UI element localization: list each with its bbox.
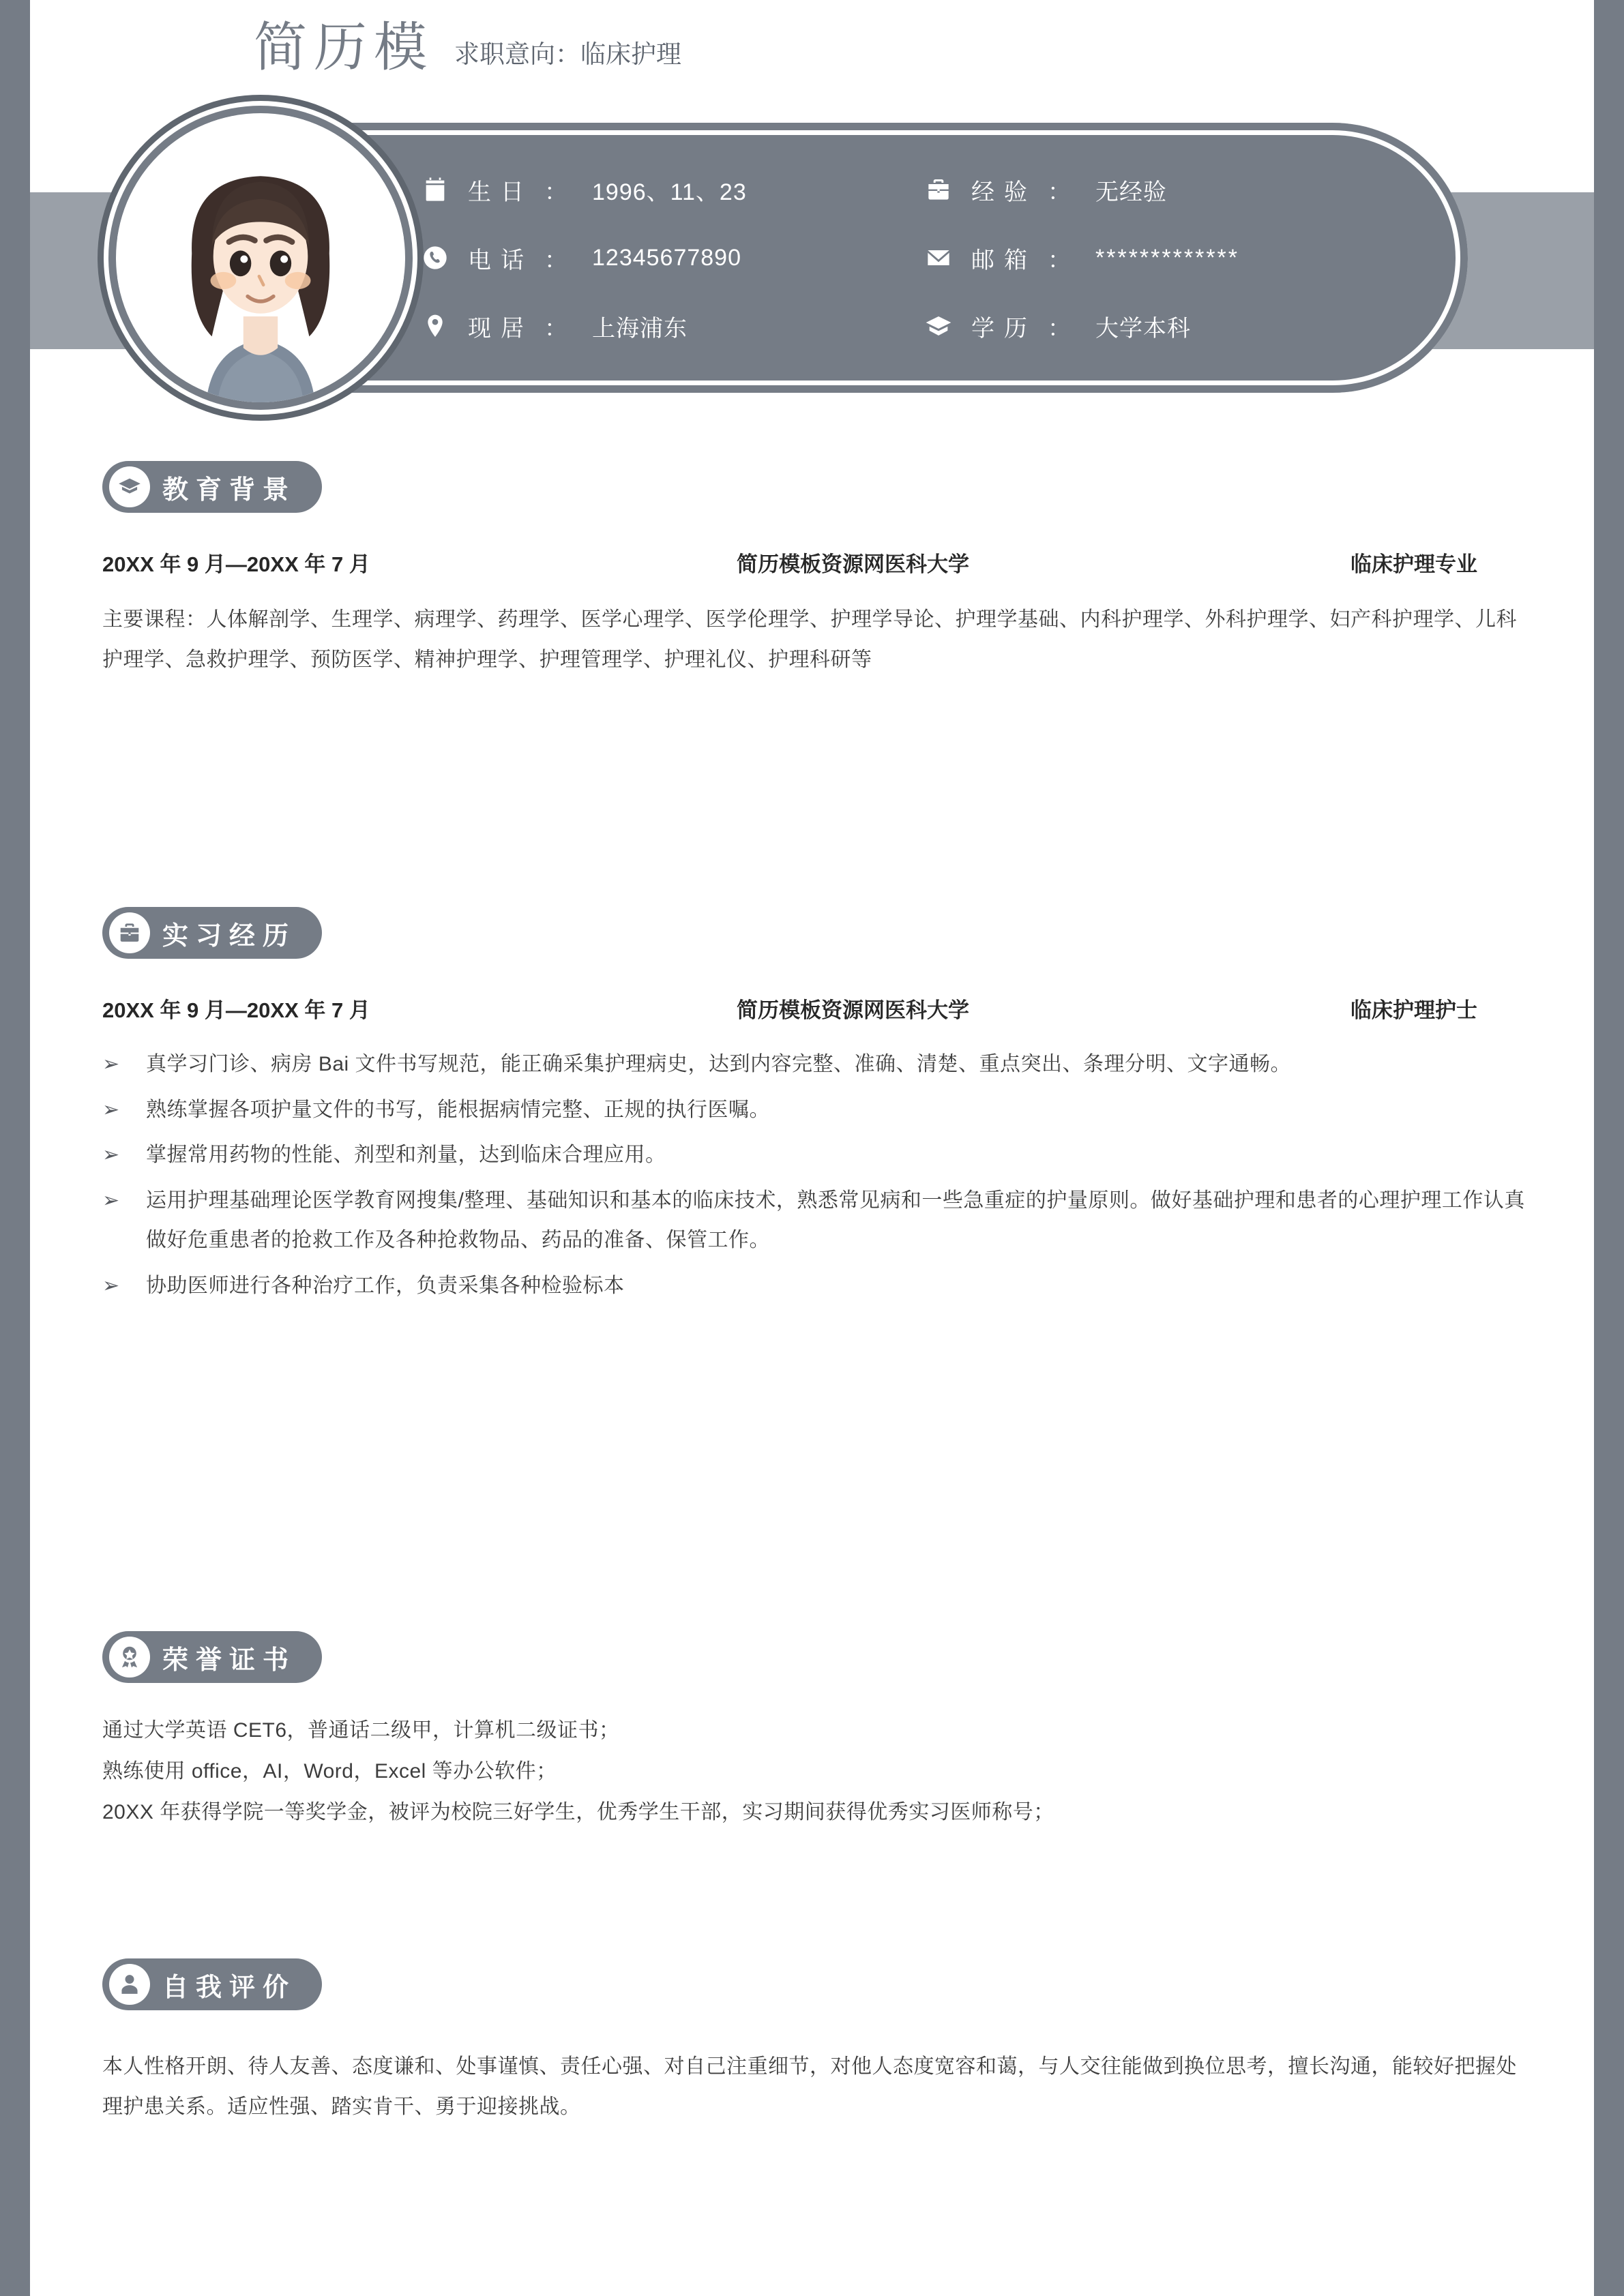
info-phone <box>420 241 924 275</box>
phone-icon <box>420 243 450 273</box>
honors-lines <box>102 1710 1528 1833</box>
briefcase-icon <box>924 175 954 205</box>
internship-org: 简历模板资源网医科大学 <box>737 998 969 1022</box>
section-title-honors: 荣誉证书 <box>162 1645 297 1675</box>
contact-info-grid <box>420 155 1427 360</box>
self-evaluation-text: 本人性格开朗、待人友善、态度谦和、处事谨慎、责任心强、对自己注重细节，对他人态度宽容和蔼，与人交往能做到换位思考，擅长沟通，能较好把握处理护患关系。适应性强、踏实肯干、勇于迎接挑战。 <box>102 2055 1517 2118</box>
info-location <box>420 310 924 343</box>
contact-info-capsule <box>134 123 1468 393</box>
list-item <box>102 1181 1528 1261</box>
info-colon-education: ： <box>1048 315 1071 342</box>
info-value-email: ************* <box>1095 244 1240 271</box>
info-email <box>924 241 1427 275</box>
list-item <box>102 1266 1528 1307</box>
education-entry-head <box>102 544 1528 585</box>
list-item-text: 运用护理基础理论医学教育网搜集/整理、基础知识和基本的临床技术，熟悉常见病和一些急重症的护量原则。做好基础护理和患者的心理护理工作认真做好危重患者的抢救工作及各种抢救物品、药品的准备、保管工作。 <box>146 1189 1525 1252</box>
info-value-location: 上海浦东 <box>592 315 688 342</box>
avatar <box>116 113 405 402</box>
info-label-experience: 经验 <box>971 179 1037 205</box>
section-internship <box>102 907 1528 1311</box>
internship-dates: 20XX 年 9 月—20XX 年 7 月 <box>102 998 370 1022</box>
left-edge-strip <box>0 0 30 2296</box>
education-org: 简历模板资源网医科大学 <box>737 552 969 576</box>
list-item <box>102 1090 1528 1131</box>
list-item <box>102 1135 1528 1176</box>
info-value-experience: 无经验 <box>1095 179 1167 205</box>
envelope-icon <box>924 243 954 273</box>
title-row <box>254 17 682 77</box>
section-title-self-evaluation: 自我评价 <box>162 1973 297 2002</box>
honors-line: 20XX 年获得学院一等奖学金，被评为校院三好学生，优秀学生干部，实习期间获得优秀实习医师称号； <box>102 1801 1054 1823</box>
bullet-arrow-icon: ➢ <box>102 1053 120 1076</box>
section-badge-honors <box>102 1631 322 1683</box>
info-value-education: 大学本科 <box>1095 315 1191 342</box>
education-dates: 20XX 年 9 月—20XX 年 7 月 <box>102 552 370 576</box>
education-clip-mask <box>102 884 1528 907</box>
job-objective: 求职意向：临床护理 <box>454 40 682 68</box>
info-colon-experience: ： <box>1048 179 1071 205</box>
info-education <box>924 310 1427 343</box>
section-title-education: 教育背景 <box>162 475 297 505</box>
honors-line: 熟练使用 office，AI，Word，Excel 等办公软件； <box>102 1760 557 1783</box>
info-colon-phone: ： <box>544 247 567 273</box>
honors-line: 通过大学英语 CET6，普通话二级甲，计算机二级证书； <box>102 1719 620 1742</box>
section-honors <box>102 1631 1528 1833</box>
info-value-birthday: 1996、11、23 <box>592 179 747 205</box>
bullet-arrow-icon: ➢ <box>102 1144 120 1167</box>
list-item-text: 熟练掌握各项护量文件的书写，能根据病情完整、正规的执行医嘱。 <box>146 1098 770 1121</box>
award-medal-icon <box>109 1637 150 1678</box>
page-title: 简历模 <box>254 17 434 77</box>
briefcase-icon <box>109 912 150 953</box>
section-badge-internship <box>102 907 322 959</box>
info-experience <box>924 173 1427 207</box>
user-avatar-icon <box>109 1964 150 2005</box>
section-badge-education <box>102 461 322 513</box>
list-item-text: 真学习门诊、病房 Bai 文件书写规范，能正确采集护理病史，达到内容完整、准确、清楚、重点突出、条理分明、文字通畅。 <box>146 1053 1292 1076</box>
bullet-arrow-icon: ➢ <box>102 1098 120 1121</box>
bullet-arrow-icon: ➢ <box>102 1274 120 1297</box>
graduation-cap-icon <box>109 466 150 507</box>
section-badge-self-evaluation <box>102 1958 322 2010</box>
cartoon-portrait-woman-icon <box>117 116 404 402</box>
list-item-text: 掌握常用药物的性能、剂型和剂量，达到临床合理应用。 <box>146 1144 666 1167</box>
calendar-icon <box>420 175 450 205</box>
graduation-cap-icon <box>924 311 954 341</box>
right-edge-strip <box>1594 0 1624 2296</box>
internship-clip-mask <box>102 1601 1528 1631</box>
internship-bullet-list <box>102 1045 1528 1306</box>
info-label-location: 现居 <box>468 315 533 342</box>
location-pin-icon <box>420 311 450 341</box>
info-label-education: 学历 <box>971 315 1037 342</box>
section-education <box>102 461 1528 680</box>
info-label-phone: 电话 <box>468 247 533 273</box>
section-title-internship: 实习经历 <box>162 921 297 951</box>
info-value-phone: 12345677890 <box>592 244 742 271</box>
bullet-arrow-icon: ➢ <box>102 1189 120 1212</box>
info-colon-location: ： <box>544 315 567 342</box>
info-colon-birthday: ： <box>544 179 567 205</box>
info-birthday <box>420 173 924 207</box>
info-label-email: 邮箱 <box>971 247 1037 273</box>
internship-entry-head <box>102 990 1528 1031</box>
info-colon-email: ： <box>1048 247 1071 273</box>
list-item <box>102 1045 1528 1085</box>
education-courses: 主要课程：人体解剖学、生理学、病理学、药理学、医学心理学、医学伦理学、护理学导论、护理学基础、内科护理学、外科护理学、妇产科护理学、儿科护理学、急救护理学、预防医学、精神护理学、护理管理学、护理礼仪、护理科研等 <box>102 608 1517 671</box>
education-major: 临床护理专业 <box>1350 552 1477 576</box>
internship-role: 临床护理护士 <box>1350 998 1477 1022</box>
list-item-text: 协助医师进行各种治疗工作，负责采集各种检验标本 <box>146 1274 625 1297</box>
info-label-birthday: 生日 <box>468 179 533 205</box>
section-self-evaluation <box>102 1958 1528 2127</box>
